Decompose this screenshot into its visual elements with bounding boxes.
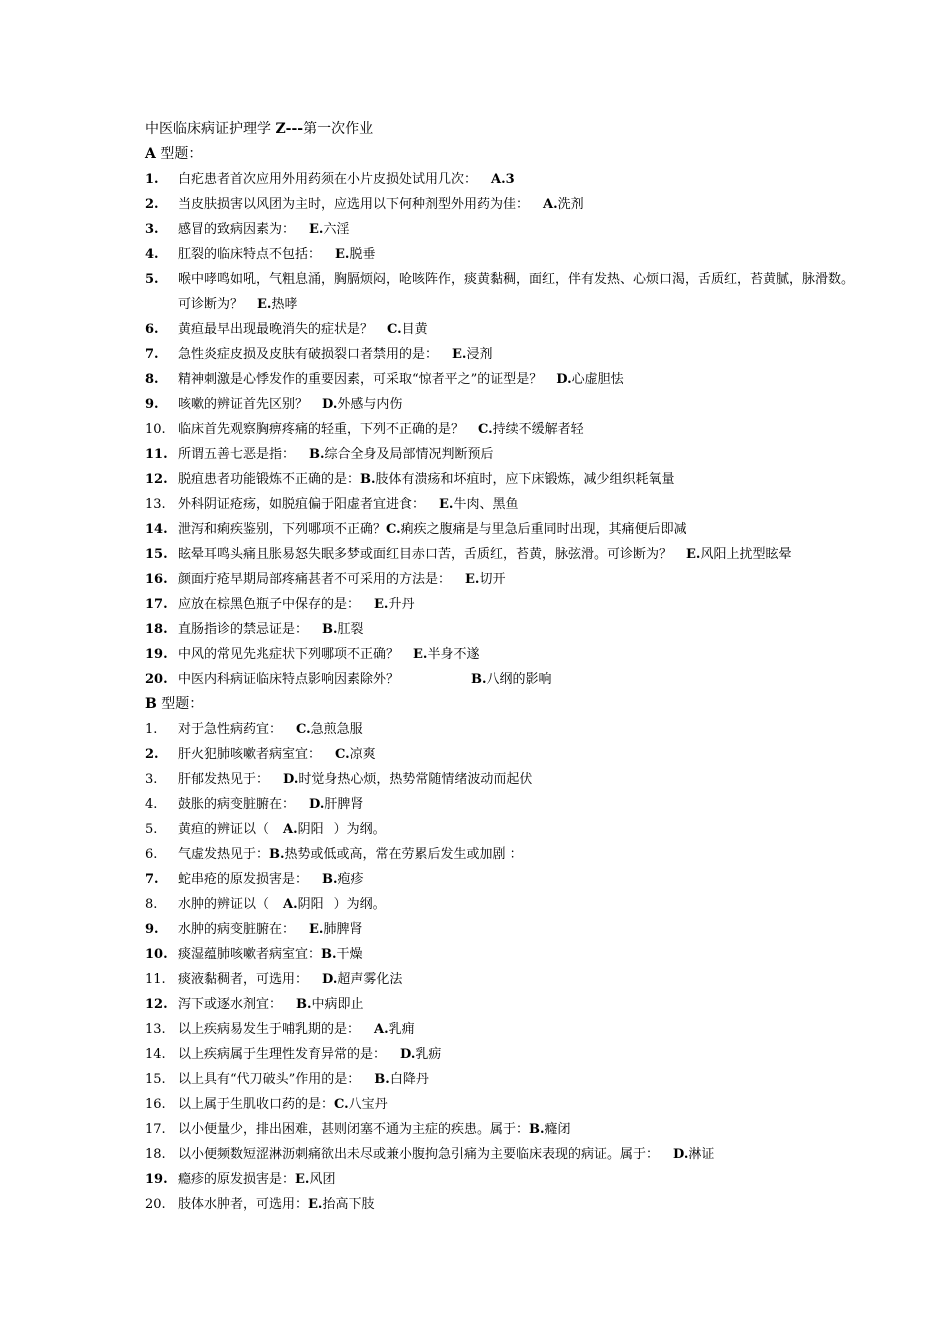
a-question-5: [145, 267, 865, 317]
b-question-12: [145, 992, 865, 1017]
question-list-b: [145, 717, 865, 1217]
question-number: 20.: [145, 672, 168, 687]
question-body: [178, 767, 865, 792]
answer-text: 阴阳: [297, 822, 324, 837]
question-text: 气虚发热见于：: [178, 847, 270, 862]
document-title: [145, 116, 865, 142]
question-text: 脱疽患者功能锻炼不正确的是：: [178, 472, 361, 487]
question-body: [178, 1142, 865, 1167]
answer-letter: A.: [543, 197, 558, 212]
question-body: [178, 592, 865, 617]
question-body: [178, 1017, 865, 1042]
b-question-20: [145, 1192, 865, 1217]
a-question-15: [145, 542, 865, 567]
answer-text: 浸剂: [466, 347, 493, 362]
b-question-5: [145, 817, 865, 842]
answer-text: 脱垂: [349, 247, 376, 262]
answer-letter: B.: [322, 872, 338, 887]
b-question-15: [145, 1067, 865, 1092]
answer-letter: E.: [257, 297, 272, 312]
question-body: [178, 1067, 865, 1092]
question-text: 白疕患者首次应用外用药须在小片皮损处试用几次：: [178, 172, 478, 187]
a-question-16: [145, 567, 865, 592]
question-number: 14.: [145, 522, 168, 537]
answer-text: 阴阳: [297, 897, 324, 912]
question-number: 10.: [145, 422, 166, 437]
question-number: 8.: [145, 372, 159, 387]
b-question-17: [145, 1117, 865, 1142]
question-body: [178, 1167, 865, 1192]
question-number: 8.: [145, 897, 158, 912]
question-text: 以上属于生肌收口药的是：: [178, 1097, 335, 1112]
question-number: 6.: [145, 322, 159, 337]
answer-letter: C.: [296, 722, 311, 737]
answer-letter: B.: [529, 1122, 545, 1137]
question-number: 3.: [145, 772, 158, 787]
question-text: 咳嗽的辨证首先区别？: [178, 397, 309, 412]
question-list-a: [145, 167, 865, 692]
question-text: 肝郁发热见于：: [178, 772, 270, 787]
b-question-4: [145, 792, 865, 817]
question-text: 瘾疹的原发损害是：: [178, 1172, 296, 1187]
question-text: 鼓胀的病变脏腑在：: [178, 797, 296, 812]
answer-letter: D.: [322, 397, 338, 412]
answer-text: 八纲的影响: [486, 672, 552, 687]
answer-text: 风阳上扰型眩晕: [700, 547, 792, 562]
answer-text: 八宝丹: [348, 1097, 388, 1112]
a-question-17: [145, 592, 865, 617]
a-question-8: [145, 367, 865, 392]
answer-text: 切开: [479, 572, 506, 587]
question-body: [178, 617, 865, 642]
question-body: [178, 1192, 865, 1217]
question-body: [178, 967, 865, 992]
answer-letter: C.: [478, 422, 493, 437]
question-body: [178, 842, 865, 867]
answer-text: 时觉身热心烦，热势常随情绪波动而起伏: [298, 772, 533, 787]
question-text: 直肠指诊的禁忌证是：: [178, 622, 309, 637]
answer-text: 半身不遂: [427, 647, 480, 662]
answer-letter: D.: [673, 1147, 689, 1162]
answer-text: 干燥: [336, 947, 363, 962]
a-question-7: [145, 342, 865, 367]
question-number: 20.: [145, 1197, 166, 1212]
answer-text: 急煎急服: [310, 722, 363, 737]
answer-letter: E.: [465, 572, 480, 587]
a-question-1: [145, 167, 865, 192]
question-text: 泄泻和痢疾鉴别，下列哪项不正确？: [178, 522, 387, 537]
answer-letter: B.: [296, 997, 312, 1012]
question-text: 以上具有“代刀破头”作用的是：: [178, 1072, 361, 1087]
question-number: 2.: [145, 197, 159, 212]
question-text: 以小便频数短涩淋沥刺痛欲出未尽或兼小腹拘急引痛为主要临床表现的病证。属于：: [178, 1147, 660, 1162]
question-number: 13.: [145, 497, 166, 512]
a-question-18: [145, 617, 865, 642]
question-number: 3.: [145, 222, 159, 237]
question-number: 19.: [145, 647, 168, 662]
answer-text: 肺脾肾: [323, 922, 363, 937]
answer-text: 肛裂: [337, 622, 364, 637]
question-text: 中医内科病证临床特点影响因素除外？: [178, 672, 400, 687]
question-text: 肛裂的临床特点不包括：: [178, 247, 322, 262]
document-title-code: Z---: [275, 121, 304, 137]
answer-letter: C.: [387, 322, 402, 337]
question-text: 外科阴证疮疡，如脱疽偏于阳虚者宜进食：: [178, 497, 426, 512]
question-number: 2.: [145, 747, 159, 762]
b-question-10: [145, 942, 865, 967]
question-number: 13.: [145, 1022, 166, 1037]
a-question-13: [145, 492, 865, 517]
answer-letter: E.: [295, 1172, 310, 1187]
question-body: [178, 917, 865, 942]
answer-text: 风团: [309, 1172, 336, 1187]
answer-letter: D.: [556, 372, 572, 387]
question-body: [178, 1117, 865, 1142]
answer-letter: B.: [269, 847, 285, 862]
answer-text: 洗剂: [557, 197, 584, 212]
answer-text: 综合全身及局部情况判断预后: [324, 447, 494, 462]
question-number: 4.: [145, 247, 159, 262]
answer-text: 肝脾肾: [324, 797, 364, 812]
question-body: [178, 542, 865, 567]
question-number: 15.: [145, 547, 168, 562]
question-text: 应放在棕黑色瓶子中保存的是：: [178, 597, 361, 612]
b-question-14: [145, 1042, 865, 1067]
question-body: [178, 1092, 865, 1117]
question-text: 中风的常见先兆症状下列哪项不正确？: [178, 647, 400, 662]
a-question-4: [145, 242, 865, 267]
question-number: 12.: [145, 997, 168, 1012]
b-question-1: [145, 717, 865, 742]
answer-text: 目黄: [401, 322, 428, 337]
answer-letter: E.: [309, 922, 324, 937]
question-body: [178, 317, 865, 342]
a-question-2: [145, 192, 865, 217]
question-body: [178, 192, 865, 217]
question-body: [178, 392, 865, 417]
question-number: 7.: [145, 347, 159, 362]
question-body: [178, 442, 865, 467]
question-number: 4.: [145, 797, 158, 812]
question-text: 泻下或逐水剂宜：: [178, 997, 283, 1012]
question-text: 眩晕耳鸣头痛且胀易怒失眠多梦或面红目赤口苦，舌质红，苔黄，脉弦滑。可诊断为？: [178, 547, 673, 562]
b-question-6: [145, 842, 865, 867]
answer-text: 乳痈: [388, 1022, 415, 1037]
answer-letter: D.: [400, 1047, 416, 1062]
question-number: 16.: [145, 1097, 166, 1112]
question-body: [178, 892, 865, 917]
question-number: 9.: [145, 397, 159, 412]
document-title-tail: 第一次作业: [303, 121, 374, 137]
question-text: 精神刺激是心悸发作的重要因素，可采取“惊者平之”的证型是？: [178, 372, 543, 387]
question-body: [178, 342, 865, 367]
answer-text: 超声雾化法: [337, 972, 403, 987]
answer-text: 六淫: [323, 222, 350, 237]
question-text: 喉中哮鸣如吼，气粗息涌，胸膈烦闷，呛咳阵作，痰黄黏稠，面红，伴有发热、心烦口渴，舌质红，苔黄腻，脉滑数。可诊断为？: [178, 272, 855, 312]
answer-letter: C.: [386, 522, 401, 537]
question-text: 所谓五善七恶是指：: [178, 447, 296, 462]
answer-letter: A.: [283, 822, 298, 837]
answer-letter: E.: [686, 547, 701, 562]
answer-letter: E.: [308, 1197, 323, 1212]
question-body: [178, 267, 865, 317]
question-number: 18.: [145, 622, 168, 637]
answer-text: 热哮: [271, 297, 298, 312]
answer-letter: E.: [335, 247, 350, 262]
answer-text: 疱疹: [337, 872, 364, 887]
question-body: [178, 992, 865, 1017]
question-number: 11.: [145, 972, 166, 987]
answer-text: 抬高下肢: [322, 1197, 375, 1212]
b-question-13: [145, 1017, 865, 1042]
b-question-8: [145, 892, 865, 917]
question-body: [178, 217, 865, 242]
answer-letter: E.: [439, 497, 454, 512]
section-a-label: 型题：: [155, 146, 203, 162]
b-question-7: [145, 867, 865, 892]
question-number: 17.: [145, 1122, 166, 1137]
section-b-title: [145, 692, 865, 717]
question-text: 肢体水肿者，可选用：: [178, 1197, 309, 1212]
question-text: 临床首先观察胸痹疼痛的轻重，下列不正确的是？: [178, 422, 465, 437]
question-text: 痰湿蕴肺咳嗽者病室宜：: [178, 947, 322, 962]
question-number: 17.: [145, 597, 168, 612]
question-body: [178, 667, 865, 692]
question-text: 以上疾病属于生理性发育异常的是：: [178, 1047, 387, 1062]
document-title-main: 中医临床病证护理学: [145, 121, 276, 137]
question-text: 当皮肤损害以风团为主时，应选用以下何种剂型外用药为佳：: [178, 197, 530, 212]
question-number: 6.: [145, 847, 158, 862]
answer-text: 持续不缓解者轻: [492, 422, 584, 437]
answer-letter: C.: [335, 747, 350, 762]
question-number: 14.: [145, 1047, 166, 1062]
answer-letter: D.: [322, 972, 338, 987]
question-number: 15.: [145, 1072, 166, 1087]
question-text: 颜面疔疮早期局部疼痛甚者不可采用的方法是：: [178, 572, 452, 587]
b-question-19: [145, 1167, 865, 1192]
question-body: [178, 167, 865, 192]
answer-suffix: ）为纲。: [333, 897, 386, 912]
question-body: [178, 467, 865, 492]
answer-text: 白降丹: [389, 1072, 429, 1087]
b-question-18: [145, 1142, 865, 1167]
question-body: [178, 817, 865, 842]
question-number: 18.: [145, 1147, 166, 1162]
question-number: 1.: [145, 172, 159, 187]
answer-letter: B.: [322, 622, 338, 637]
answer-letter: B.: [471, 672, 487, 687]
question-text: 水肿的病变脏腑在：: [178, 922, 296, 937]
question-text: 黄疸最早出现最晚消失的症状是？: [178, 322, 374, 337]
question-text: 水肿的辨证以（: [178, 897, 270, 912]
question-body: [178, 242, 865, 267]
question-number: 5.: [145, 272, 159, 287]
answer-text: 乳疬: [415, 1047, 442, 1062]
question-text: 以小便量少，排出困难，甚则闭塞不通为主症的疾患。属于：: [178, 1122, 530, 1137]
b-question-3: [145, 767, 865, 792]
question-text: 黄疸的辨证以（: [178, 822, 270, 837]
a-question-9: [145, 392, 865, 417]
a-question-11: [145, 442, 865, 467]
answer-suffix: ）为纲。: [333, 822, 386, 837]
a-question-14: [145, 517, 865, 542]
answer-letter: D.: [283, 772, 299, 787]
question-body: [178, 492, 865, 517]
b-question-16: [145, 1092, 865, 1117]
answer-letter: E.: [413, 647, 428, 662]
answer-letter: A.: [374, 1022, 389, 1037]
question-body: [178, 867, 865, 892]
question-body: [178, 792, 865, 817]
answer-text: 升丹: [388, 597, 415, 612]
answer-letter: B.: [360, 472, 376, 487]
section-b-letter: B: [145, 696, 157, 712]
question-body: [178, 367, 865, 392]
answer-text: 痢疾之腹痛是与里急后重同时出现，其痛便后即减: [400, 522, 687, 537]
question-number: 1.: [145, 722, 158, 737]
answer-letter: B.: [321, 947, 337, 962]
a-question-6: [145, 317, 865, 342]
answer-text: 凉爽: [349, 747, 376, 762]
a-question-12: [145, 467, 865, 492]
section-a-letter: A: [145, 146, 156, 162]
question-text: 感冒的致病因素为：: [178, 222, 296, 237]
a-question-20: [145, 667, 865, 692]
answer-text: 牛肉、黑鱼: [453, 497, 519, 512]
answer-text: 中病即止: [311, 997, 364, 1012]
question-text: 蛇串疮的原发损害是：: [178, 872, 309, 887]
answer-letter: B.: [309, 447, 325, 462]
section-b-label: 型题：: [156, 696, 204, 712]
question-text: 肝火犯肺咳嗽者病室宜：: [178, 747, 322, 762]
answer-letter: E.: [452, 347, 467, 362]
a-question-19: [145, 642, 865, 667]
answer-text: 外感与内伤: [337, 397, 403, 412]
question-text: 以上疾病易发生于哺乳期的是：: [178, 1022, 361, 1037]
question-number: 5.: [145, 822, 158, 837]
question-body: [178, 567, 865, 592]
answer-letter: A.: [283, 897, 298, 912]
answer-letter: E.: [374, 597, 389, 612]
question-text: 对于急性病药宜：: [178, 722, 283, 737]
question-text: 急性炎症皮损及皮肤有破损裂口者禁用的是：: [178, 347, 439, 362]
question-body: [178, 942, 865, 967]
question-number: 11.: [145, 447, 168, 462]
question-body: [178, 742, 865, 767]
answer-text: 热势或低或高，常在劳累后发生或加剧 ：: [284, 847, 523, 862]
b-question-11: [145, 967, 865, 992]
answer-letter: A.3: [491, 172, 515, 187]
question-number: 7.: [145, 872, 159, 887]
answer-letter: D.: [309, 797, 325, 812]
a-question-10: [145, 417, 865, 442]
answer-text: 心虚胆怯: [571, 372, 624, 387]
answer-letter: B.: [374, 1072, 390, 1087]
question-body: [178, 517, 865, 542]
section-a-title: [145, 142, 865, 167]
question-body: [178, 417, 865, 442]
question-number: 9.: [145, 922, 159, 937]
b-question-2: [145, 742, 865, 767]
question-body: [178, 717, 865, 742]
question-text: 痰液黏稠者，可选用：: [178, 972, 309, 987]
question-number: 12.: [145, 472, 168, 487]
answer-letter: C.: [334, 1097, 349, 1112]
b-question-9: [145, 917, 865, 942]
a-question-3: [145, 217, 865, 242]
answer-text: 癃闭: [544, 1122, 571, 1137]
question-number: 16.: [145, 572, 168, 587]
answer-text: 肢体有溃疡和坏疽时，应下床锻炼，减少组织耗氧量: [375, 472, 675, 487]
answer-letter: E.: [309, 222, 324, 237]
question-body: [178, 1042, 865, 1067]
question-number: 10.: [145, 947, 168, 962]
question-body: [178, 642, 865, 667]
document-content: [145, 116, 865, 1217]
answer-text: 淋证: [688, 1147, 715, 1162]
question-number: 19.: [145, 1172, 168, 1187]
